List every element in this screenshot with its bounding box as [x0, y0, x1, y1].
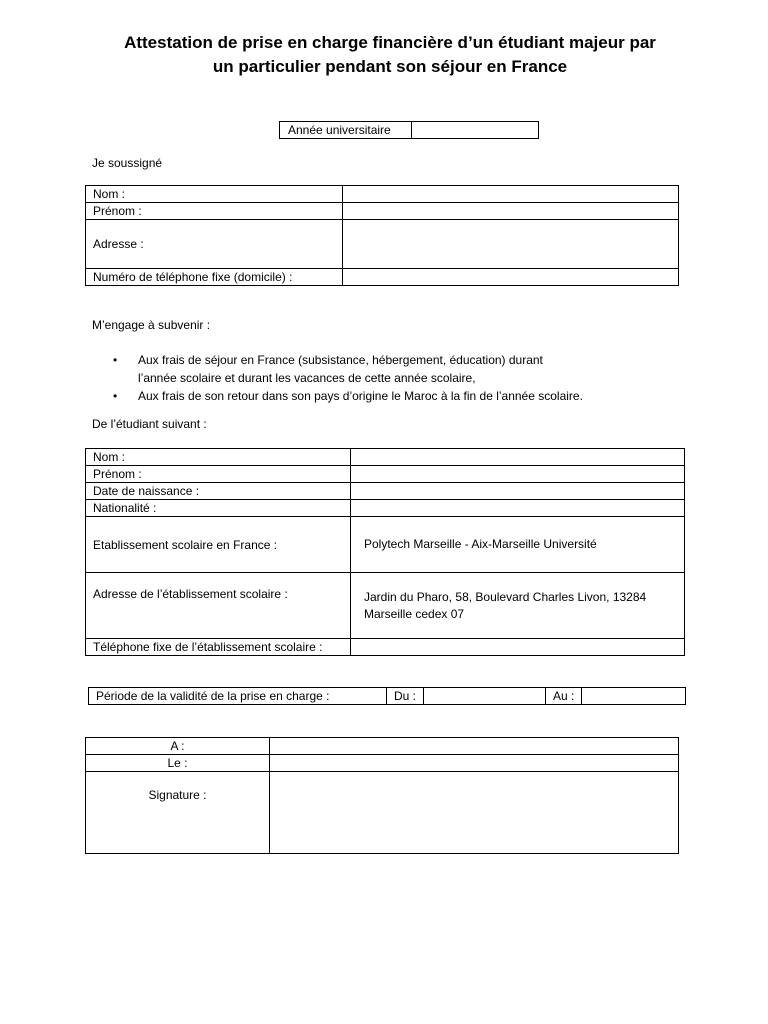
- engagement-item-retour-text: • Aux frais de son retour dans son pays d’origine le Maroc à la fin de l’année scolaire.: [138, 389, 583, 403]
- document-title: [60, 31, 720, 79]
- title-line-2: un particulier pendant son séjour en France: [212, 57, 568, 76]
- student-telephone-label: Téléphone fixe de l’établissement scolaire :: [86, 639, 351, 656]
- student-telephone-field[interactable]: [351, 639, 685, 656]
- student-intro-text: De l’étudiant suivant :: [92, 417, 207, 431]
- sponsor-nom-label: Nom :: [86, 186, 343, 203]
- student-nom-label: Nom :: [86, 449, 351, 466]
- signature-label: Signature :: [86, 772, 270, 854]
- signature-le-label: Le :: [86, 755, 270, 772]
- signature-a-label: A :: [86, 738, 270, 755]
- signature-a-field[interactable]: [270, 738, 679, 755]
- engagement-item-sejour-line2: l’année scolaire et durant les vacances de cette année scolaire,: [138, 371, 476, 385]
- student-etablissement-label: Etablissement scolaire en France :: [86, 517, 351, 573]
- periode-au-label: Au :: [546, 688, 582, 705]
- student-table: [85, 448, 685, 656]
- student-naissance-field[interactable]: [351, 483, 685, 500]
- je-soussigne-text: Je soussigné: [92, 156, 163, 170]
- student-nationalite-label: Nationalité :: [86, 500, 351, 517]
- student-prenom-field[interactable]: [351, 466, 685, 483]
- sponsor-prenom-label: Prénom :: [86, 203, 343, 220]
- signature-le-field[interactable]: [270, 755, 679, 772]
- academic-year-field[interactable]: [412, 122, 539, 139]
- student-nationalite-field[interactable]: [351, 500, 685, 517]
- engagement-item-retour: [113, 387, 583, 405]
- title-line-1: Attestation de prise en charge financière d’un étudiant majeur par: [124, 33, 656, 52]
- student-adresse-value-line2: Marseille cedex 07: [364, 606, 465, 621]
- engagement-item-sejour: [113, 351, 583, 387]
- sponsor-telephone-field[interactable]: [343, 269, 679, 286]
- student-etablissement-value: Polytech Marseille - Aix-Marseille Université: [351, 517, 685, 573]
- academic-year-table: [279, 121, 539, 139]
- student-nom-field[interactable]: [351, 449, 685, 466]
- sponsor-adresse-label: Adresse :: [86, 220, 343, 269]
- student-adresse-value: [351, 573, 685, 639]
- sponsor-telephone-label: Numéro de téléphone fixe (domicile) :: [86, 269, 343, 286]
- periode-du-field[interactable]: [424, 688, 546, 705]
- sponsor-prenom-field[interactable]: [343, 203, 679, 220]
- signature-field[interactable]: [270, 772, 679, 854]
- student-adresse-label: Adresse de l’établissement scolaire :: [86, 573, 351, 639]
- student-naissance-label: Date de naissance :: [86, 483, 351, 500]
- periode-table: [88, 687, 686, 705]
- periode-du-label: Du :: [387, 688, 424, 705]
- sponsor-nom-field[interactable]: [343, 186, 679, 203]
- periode-label: Période de la validité de la prise en charge :: [89, 688, 387, 705]
- engage-text: M’engage à subvenir :: [92, 318, 211, 332]
- engagement-list: [113, 351, 583, 405]
- academic-year-label: Année universitaire: [280, 122, 412, 139]
- sponsor-adresse-field[interactable]: [343, 220, 679, 269]
- engagement-item-sejour-line1: • Aux frais de séjour en France (subsistance, hébergement, éducation) durant: [138, 353, 543, 367]
- student-prenom-label: Prénom :: [86, 466, 351, 483]
- periode-au-field[interactable]: [582, 688, 686, 705]
- student-adresse-value-line1: Jardin du Pharo, 58, Boulevard Charles Livon, 13284: [364, 589, 647, 604]
- sponsor-table: [85, 185, 679, 286]
- signature-table: [85, 737, 679, 854]
